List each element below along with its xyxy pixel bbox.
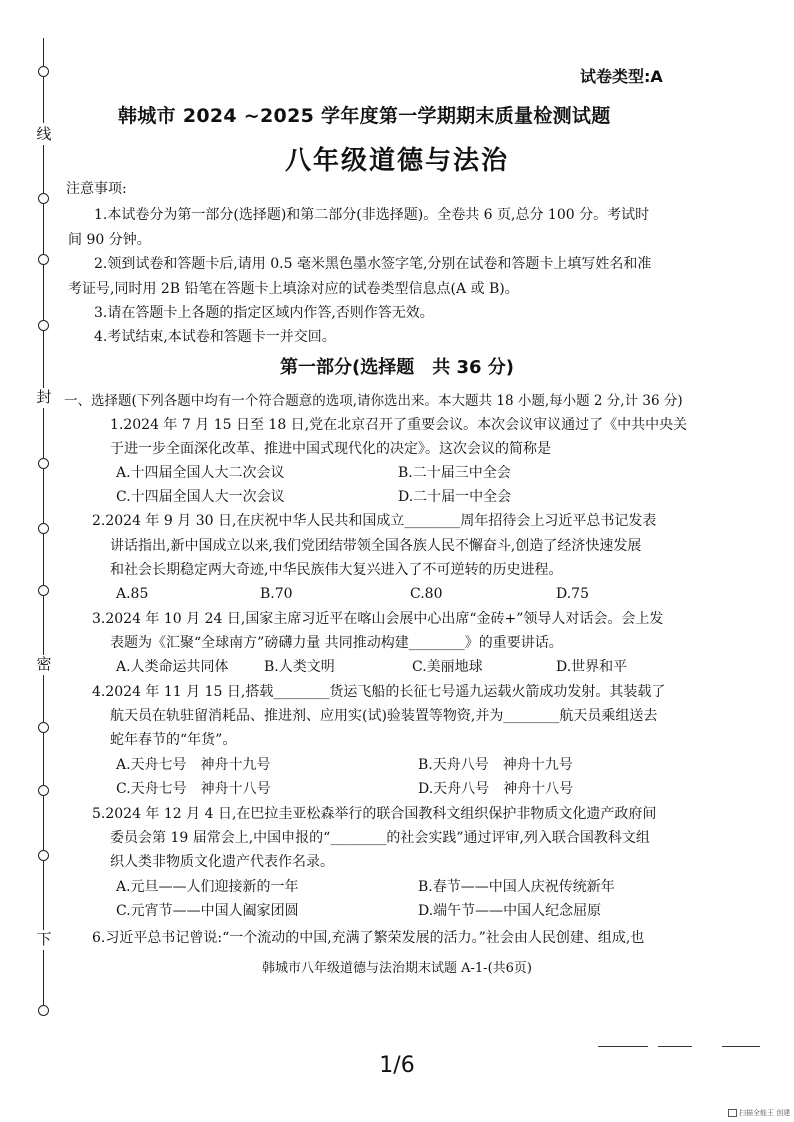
question-3-option-c: C.美丽地球 [412, 659, 483, 675]
question-6-line: 6.习近平总书记曾说:“一个流动的中国,充满了繁荣发展的活力。”社会由人民创建、组成,也 [92, 930, 645, 946]
question-1-option-a: A.十四届全国人大二次会议 [116, 465, 285, 481]
question-3-option-b: B.人类文明 [264, 659, 335, 675]
question-3-line: 3.2024 年 10 月 24 日,国家主席习近平在喀山会展中心出席“金砖+”领导人对话会。会上发 [92, 611, 664, 627]
question-2-option-a: A.85 [116, 586, 149, 602]
question-5-line: 委员会第 19 届常会上,中国申报的“________的社会实践”通过评审,列入联合国教科文组 [110, 830, 650, 846]
question-3-line: 表题为《汇聚“全球南方”磅礴力量 共同推动构建________》的重要讲话。 [110, 635, 563, 651]
binding-line [43, 675, 44, 930]
binding-hole [38, 722, 49, 733]
binding-hole [38, 320, 49, 331]
exam-title: 韩城市 2024 ~2025 学年度第一学期期末质量检测试题 [118, 105, 611, 127]
scan-line [658, 1046, 692, 1047]
binding-hole [38, 585, 49, 596]
binding-char-feng: 封 [34, 388, 54, 406]
binding-hole [38, 193, 49, 204]
scanner-watermark [728, 1108, 790, 1118]
scan-line [722, 1046, 760, 1047]
question-1-option-c: C.十四届全国人大一次会议 [116, 489, 285, 505]
notice-line: 4.考试结束,本试卷和答题卡一并交回。 [94, 329, 336, 345]
binding-hole [38, 66, 49, 77]
part-title: 第一部分(选择题 共 36 分) [279, 357, 515, 378]
question-5-line: 5.2024 年 12 月 4 日,在巴拉圭亚松森举行的联合国教科文组织保护非物质文化遗产政府间 [92, 806, 657, 822]
question-1-option-b: B.二十届三中全会 [398, 465, 511, 481]
notice-line: 间 90 分钟。 [68, 232, 151, 248]
question-2-line: 2.2024 年 9 月 30 日,在庆祝中华人民共和国成立________周年招待会上习近平总书记发表 [92, 513, 657, 529]
notice-line: 2.领到试卷和答题卡后,请用 0.5 毫米黑色墨水签字笔,分别在试卷和答题卡上填写姓名和准 [94, 256, 652, 272]
binding-margin [34, 30, 54, 1020]
paper-type: 试卷类型:A [580, 67, 663, 86]
question-4-line: 蛇年春节的“年货”。 [110, 732, 237, 748]
question-1-option-d: D.二十届一中全会 [398, 489, 512, 505]
question-4-option-c: C.天舟七号 神舟十八号 [116, 781, 271, 797]
question-4-line: 4.2024 年 11 月 15 日,搭载________货运飞船的长征七号遥九运载火箭成功发射。其装载了 [92, 684, 666, 700]
watermark-text: 扫描全能王 创建 [739, 1109, 791, 1117]
question-4-option-a: A.天舟七号 神舟十九号 [116, 757, 271, 773]
page-footer: 韩城市八年级道德与法治期末试题 A-1-(共6页) [262, 961, 532, 976]
binding-hole [38, 850, 49, 861]
binding-char-xia: 下 [34, 930, 54, 948]
question-5-option-a: A.元旦——人们迎接新的一年 [116, 879, 299, 895]
question-4-option-d: D.天舟八号 神舟十八号 [418, 781, 574, 797]
question-1-line: 于进一步全面深化改革、推进中国式现代化的决定》。这次会议的简称是 [110, 441, 551, 457]
binding-char-xian: 线 [34, 125, 54, 143]
scan-line [598, 1046, 648, 1047]
question-4-line: 航天员在轨驻留消耗品、推进剂、应用实(试)验装置等物资,并为________航天员乘组送去 [110, 708, 658, 724]
question-1-line: 1.2024 年 7 月 15 日至 18 日,党在北京召开了重要会议。本次会议审议通过了《中共中央关 [110, 417, 688, 433]
section-header: 一、选择题(下列各题中均有一个符合题意的选项,请你选出来。本大题共 18 小题,每小题 2 分,计 36 分) [64, 393, 683, 409]
page-number: 1/6 [379, 1053, 415, 1078]
notice-line: 考证号,同时用 2B 铅笔在答题卡上填涂对应的试卷类型信息点(A 或 B)。 [68, 281, 519, 297]
question-5-option-c: C.元宵节——中国人阖家团圆 [116, 903, 299, 919]
binding-char-mi: 密 [34, 655, 54, 673]
scanner-logo-icon [728, 1109, 737, 1117]
binding-hole [38, 523, 49, 534]
question-4-option-b: B.天舟八号 神舟十九号 [418, 757, 573, 773]
notice-title: 注意事项: [66, 181, 127, 197]
question-2-line: 讲话指出,新中国成立以来,我们党团结带领全国各族人民不懈奋斗,创造了经济快速发展 [110, 538, 642, 554]
question-5-line: 织人类非物质文化遗产代表作名录。 [110, 854, 334, 870]
binding-hole [38, 254, 49, 265]
notice-line: 1.本试卷分为第一部分(选择题)和第二部分(非选择题)。全卷共 6 页,总分 100 分。考试时 [94, 207, 650, 223]
question-5-option-b: B.春节——中国人庆祝传统新年 [418, 879, 615, 895]
question-2-option-b: B.70 [260, 586, 293, 602]
binding-hole [38, 785, 49, 796]
binding-hole [38, 458, 49, 469]
question-3-option-a: A.人类命运共同体 [116, 659, 229, 675]
question-5-option-d: D.端午节——中国人纪念屈原 [418, 903, 602, 919]
question-3-option-d: D.世界和平 [556, 659, 628, 675]
binding-line [43, 38, 44, 123]
question-2-option-d: D.75 [556, 586, 589, 602]
binding-hole [38, 1005, 49, 1016]
question-2-line: 和社会长期稳定两大奇迹,中华民族伟大复兴进入了不可逆转的历史进程。 [110, 562, 563, 578]
subject-title: 八年级道德与法治 [284, 146, 509, 176]
notice-line: 3.请在答题卡上各题的指定区域内作答,否则作答无效。 [94, 305, 434, 321]
question-2-option-c: C.80 [410, 586, 443, 602]
